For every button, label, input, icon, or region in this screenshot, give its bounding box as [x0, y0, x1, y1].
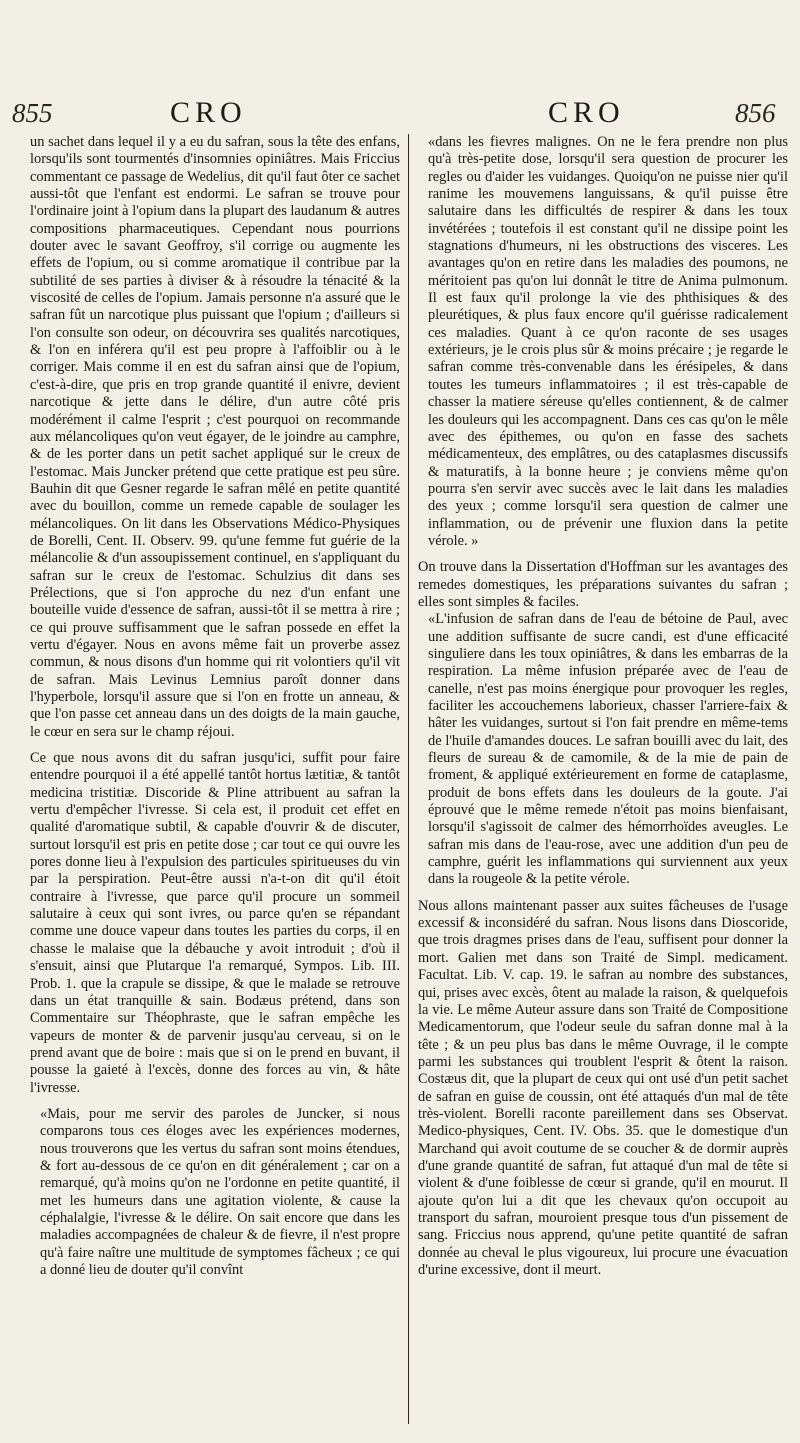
paragraph-juncker-quote-end: « dans les fievres malignes. On ne le fera prendre non plus qu'à très-petite dose, lorsqu'il sera question de procurer les regles ou d'aider les vuidanges. Quoiqu'on ne puisse nier qu'il ranime les mouvemens languissans, & qu'il puisse être salutaire dans les difficultés de respirer & dans les toux invétérées ; toutefois il est constant qu'il ne dissipe point les stagnations d'humeurs, ni les obstructions des visceres. Les avantages qu'on en retire dans les maladies des poumons, ne méritoient pas qu'on lui donnât le titre de Anima pulmonum. Il est faux qu'il prolonge la vie des phthisiques & des pleurétiques, & plus faux encore qu'il guérisse radicalement ces maladies. Quant à ce qu'on raconte de ses usages extérieurs, je le crois plus sûr & moins précaire ; je regarde le safran comme très-convenable dans les érésipeles, & dans toutes les tumeurs inflammatoires ; il est très-capable de chasser la matiere séreuse qu'elles contiennent, & de calmer les douleurs qui les accompagnent. Dans ces cas qu'on le mêle avec des épithemes, ou qu'on en fasse des sachets médicamenteux, des emplâtres, ou des cataplasmes discussifs & maturatifs, à la bonne heure ; je conviens même qu'on pourra s'en servir avec succès avec le lait dans les maladies des yeux ; comme lorsqu'il sera question de calmer une inflammation, ou de prévenir une fluxion dans la petite vérole. » [418, 134, 788, 550]
running-head-right: CRO [548, 96, 625, 129]
quotation-juncker-continued [418, 134, 788, 550]
column-divider [408, 134, 409, 1424]
quotation-hoffman [418, 611, 788, 889]
paragraph-hoffman-intro: On trouve dans la Dissertation d'Hoffman sur les avantages des remedes domestiques, les préparations suivantes du safran ; elles sont simples & faciles. [418, 559, 788, 610]
paragraph-saffron-sachet: un sachet dans lequel il y a eu du safran, sous la tête des enfans, lorsqu'ils sont tourmentés d'insomnies opiniâtres. Mais Friccius commentant ce passage de Wedelius, dit qu'il faut ôter ce sachet aussi-tôt que l'enfant est endormi. Le safran se trouve pour l'ordinaire joint à l'opium dans la plupart des laudanum & autres compositions pharmaceutiques. Cependant nous pourrions douter avec le savant Geoffroy, s'il corrige ou augmente les effets de l'opium, ou si comme aromatique il contribue par la subtilité de ses parties à diviser & à résoudre la ténacité & la viscosité de celles de l'opium. Jamais personne n'a assuré que le safran fût un narcotique plus puissant que l'opium ; d'ailleurs si l'on consulte son odeur, on découvrira ses qualités narcotiques, & l'on en inférera qu'il est peu propre à l'affoiblir ou à le corriger. Mais comme il en est du safran ainsi que de l'opium, c'est-à-dire, que pris en trop grande quantité il enivre, devient narcotique & jette dans le délire, d'un autre côté pris modérément il calme l'esprit ; c'est pourquoi on recommande aux mélancoliques qu'on veut égayer, de le joindre au camphre, & de les porter dans un petit sachet appliqué sur le creux de l'estomac. Mais Juncker prétend que cette pratique est peu sûre. Bauhin dit que Gesner regarde le safran mêlé en petite quantité avec du bouillon, comme un remede capable de soulager les mélancoliques. On lit dans les Observations Médico-Physiques de Borelli, Cent. II. Observ. 99. qu'une femme fut guérie de la mélancolie & d'un assoupissement continuel, en s'appliquant du safran sur le creux de l'estomac. Schulzius dit dans ses Prélections, que si l'on approche du nez d'un enfant une bouteille vuide d'essence de safran, aussi-tôt il se mettra à rire ; ce qui prouve suffisamment que le safran possede en effet la vertu d'égayer. Nous en avons même fait un proverbe assez commun, & nous disons d'un homme qui rit volontiers qu'il vit de safran. Mais Levinus Lemnius paroît donner dans l'hyperbole, lorsqu'il assure que si l'on en frotte un anneau, & que l'on passe cet anneau dans un des doigts de la main gauche, le cœur en sera sur le champ réjoui. [30, 134, 400, 740]
right-column [418, 134, 788, 1279]
paragraph-saffron-intoxication: Ce que nous avons dit du safran jusqu'ici, suffit pour faire entendre pourquoi il a été appellé tantôt hortus lætitiæ, & tantôt medicina tristitiæ. Discoride & Pline attribuent au safran la vertu d'empêcher l'ivresse. Si cela est, il produit cet effet en qualité d'aromatique subtil, & capable d'ouvrir & de discuter, surtout lorsqu'il est pris en petite dose ; car tout ce qui ouvre les pores donne lieu à l'expulsion des particules spiritueuses du vin par la perspiration. Peut-être aussi n'a-t-on dit qu'il étoit contraire à l'ivresse, que parce qu'il procure un sommeil salutaire à ceux qui sont ivres, ou parce qu'en se répandant comme une douce vapeur dans toutes les parties du corps, il en chasse le malaise que la débauche y avoit introduit ; d'où il s'ensuit, ainsi que Plutarque l'a remarqué, Sympos. Lib. III. Prob. 1. que la crapule se dissipe, & que le malade se retrouve dans un état tranquille & sain. Bodæus prétend, dans son Commentaire sur Théophraste, que le safran empêche les vapeurs de monter & de parvenir jusqu'au cerveau, si on le prend avant que de boire : mais que si on le prend en buvant, il pousse la gaieté à l'excès, donne des forces au vin, & hâte l'ivresse. [30, 750, 400, 1096]
paragraph-hoffman-preparations: « L'infusion de safran dans de l'eau de bétoine de Paul, avec une addition suffisante de sucre candi, est d'une efficacité singuliere dans les toux opiniâtres, & dans les embarras de la respiration. La même infusion préparée avec de l'eau de canelle, n'est pas moins énergique pour provoquer les regles, faciliter les accouchemens laborieux, chasser l'arriere-faix & hâter les vuidanges, surtout si l'on fait prendre en même-tems de l'huile d'amandes douces. Le safran bouilli avec du lait, des fleurs de sureau & de camomile, & de la mie de pain de froment, & appliqué extérieurement en forme de cataplasme, produit de bons effets dans les douleurs de la goute. J'ai éprouvé que le même remede n'étoit pas moins bienfaisant, lorsqu'il s'agissoit de calmer des hémorrhoïdes aveugles. Le safran mis dans de l'eau-rose, avec une addition d'un peu de camphre, guérit les inflammations qui surviennent aux yeux dans la rougeole & la petite vérole. [418, 611, 788, 889]
paragraph-juncker-quote: « Mais, pour me servir des paroles de Juncker, si nous comparons tous ces éloges avec les expériences modernes, nous trouverons que les vertus du safran sont moins étendues, & fort au-dessous de ce qu'on en dit généralement ; car on a remarqué, qu'à moins qu'on ne l'ordonne en petite quantité, il met les humeurs dans une agitation violente, & cause la céphalalgie, l'ivresse & le délire. On sait encore que dans les maladies accompagnées de chaleur & de fievre, il n'est propre qu'à faire naître une multitude de symptomes fâcheux ; ce qui a donné lieu de douter qu'il convînt [30, 1106, 400, 1279]
page-number-left: 855 [12, 98, 53, 128]
left-column [30, 134, 400, 1279]
running-head-left: CRO [170, 96, 247, 129]
paragraph-saffron-dangers: Nous allons maintenant passer aux suites fâcheuses de l'usage excessif & inconsidéré du safran. Nous lisons dans Dioscoride, que trois dragmes prises dans de l'eau, suffisent pour donner la mort. Galien met dans son Traité de Simpl. medicament. Facultat. Lib. V. cap. 19. le safran au nombre des substances, qui, prises avec excès, ôtent au malade la raison, & quelquefois la vie. Le même Auteur assure dans son Traité de Compositione Medicamentorum, que l'odeur seule du safran donne mal à la tête ; & un peu plus bas dans le même Ouvrage, il le compte parmi les substances qui troublent l'esprit & ôtent la raison. Costæus dit, que la plupart de ceux qui ont usé d'un petit sachet de safran en guise de coussin, ont été attaqués d'un mal de tête très-violent. Borelli raconte pareillement dans ses Observat. Medico-physiques, Cent. IV. Obs. 35. que le domestique d'un Marchand qui avoit coutume de se coucher & de dormir auprès d'une grande quantité de safran, fut attaqué d'un mal de tête si violent & d'une foiblesse de cœur si grande, qu'il en mourut. Il ajoute qu'on lui a dit que les chevaux qu'on occupoit au transport du safran, mouroient presque tous d'un pissement de sang. Friccius nous apprend, qu'une petite quantité de safran donnée au cheval le plus vigoureux, lui procure une évacuation d'urine excessive, dont il meurt. [418, 897, 788, 1278]
page-number-right: 856 [735, 98, 776, 128]
page-header [0, 96, 800, 130]
quotation-juncker [30, 1106, 400, 1279]
